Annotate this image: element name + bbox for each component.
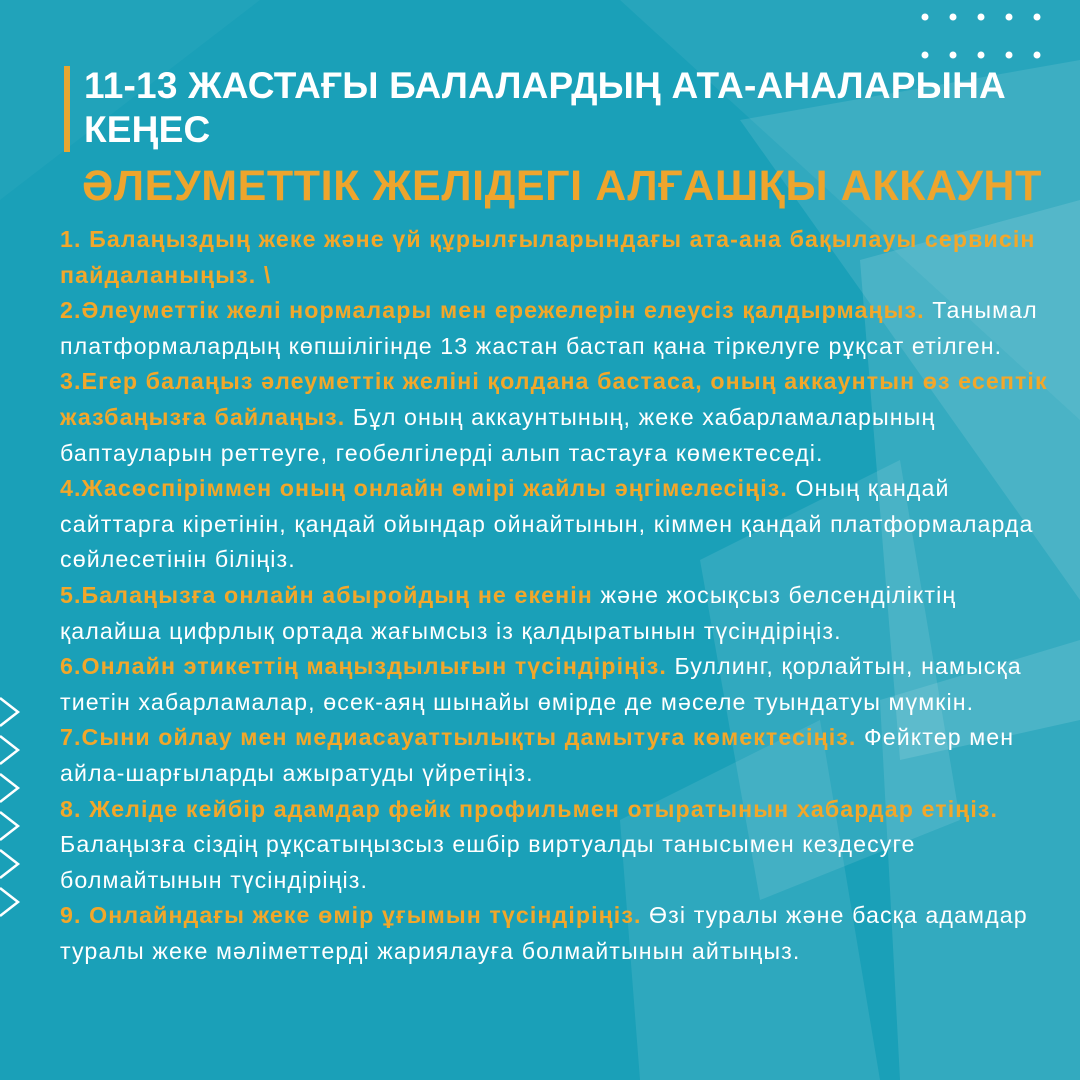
tip-item-6 — [60, 649, 1060, 720]
tip-text: Өзі туралы және басқа адамдар туралы жеке мәліметтерді жариялауға болмайтынын айтыңыз. — [60, 902, 1028, 964]
tip-item-8 — [60, 792, 1060, 899]
tip-text: Балаңызға сіздің рұқсатыңызсыз ешбір виртуалды танысымен кездесуге болмайтынын түсіндіріңіз. — [60, 831, 916, 893]
tip-heading: 6.Онлайн этикеттің маңыздылығын түсіндіріңіз. — [60, 653, 667, 680]
tip-item-3 — [60, 364, 1060, 471]
page-subtitle: ӘЛЕУМЕТТІК ЖЕЛІДЕГІ АЛҒАШҚЫ АККАУНТ — [82, 162, 1042, 210]
decorative-chevrons-icon — [0, 690, 60, 930]
tip-text: Бұл оның аккаунтының, жеке хабарламаларының баптауларын реттеуге, геобелгілерді алып тастауға көмектеседі. — [60, 403, 936, 466]
tip-text: Буллинг, қорлайтын, намысқа тиетін хабарламалар, өсек-аяң шынайы өмірде де мәселе туындатуы мүмкін. — [60, 653, 1022, 715]
tip-heading: 3.Егер балаңыз әлеуметтік желіні қолдана бастаса, оның аккаунтын өз есептік жазбаңызға байлаңыз. — [60, 368, 1048, 430]
tip-item-4 — [60, 471, 1060, 578]
tip-text: Фейктер мен айла-шарғыларды ажыратуды үйретіңіз. — [60, 724, 1015, 786]
tip-heading: 5.Балаңызға онлайн абыройдың не екенін — [60, 581, 593, 608]
tip-text: Танымал платформалардың көпшілігінде 13 жастан бастап қана тіркелуге рұқсат етілген. — [60, 297, 1038, 359]
tip-heading: 7.Сыни ойлау мен медиасауаттылықты дамытуға көмектесіңіз. — [60, 724, 857, 751]
tip-item-2 — [60, 293, 1060, 364]
tip-heading: 1. Балаңыздың жеке және үй құрылғыларындағы ата-ана бақылауы сервисін пайдаланыңыз. \ — [60, 226, 1036, 288]
tip-heading: 2.Әлеуметтік желі нормалары мен ережелерін елеусіз қалдырмаңыз. — [60, 297, 925, 324]
title-accent-bar — [64, 66, 70, 152]
tip-heading: 9. Онлайндағы жеке өмір ұғымын түсіндіріңіз. — [60, 902, 642, 929]
page-title: 11-13 ЖАСТАҒЫ БАЛАЛАРДЫҢ АТА-АНАЛАРЫНА КЕҢЕС — [84, 65, 1006, 150]
tip-text: Оның қандай сайттарга кіретінін, қандай ойындар ойнайтынын, кіммен қандай платформаларда сөйлесетінін біліңіз. — [60, 475, 1034, 573]
tip-heading: 4.Жасөспіріммен оның онлайн өмірі жайлы әңгімелесіңіз. — [60, 475, 788, 502]
tips-list — [60, 222, 1060, 969]
tip-text: және жосықсыз белсенділіктің қалайша цифрлық ортада жағымсыз із қалдыратынын түсіндіріңіз. — [60, 581, 957, 644]
tip-item-7 — [60, 720, 1060, 791]
tip-item-9 — [60, 898, 1060, 969]
tip-item-1 — [60, 222, 1060, 293]
tip-heading: 8. Желіде кейбір адамдар фейк профильмен отыратынын хабардар етіңіз. — [60, 795, 999, 822]
tip-item-5 — [60, 578, 1060, 649]
